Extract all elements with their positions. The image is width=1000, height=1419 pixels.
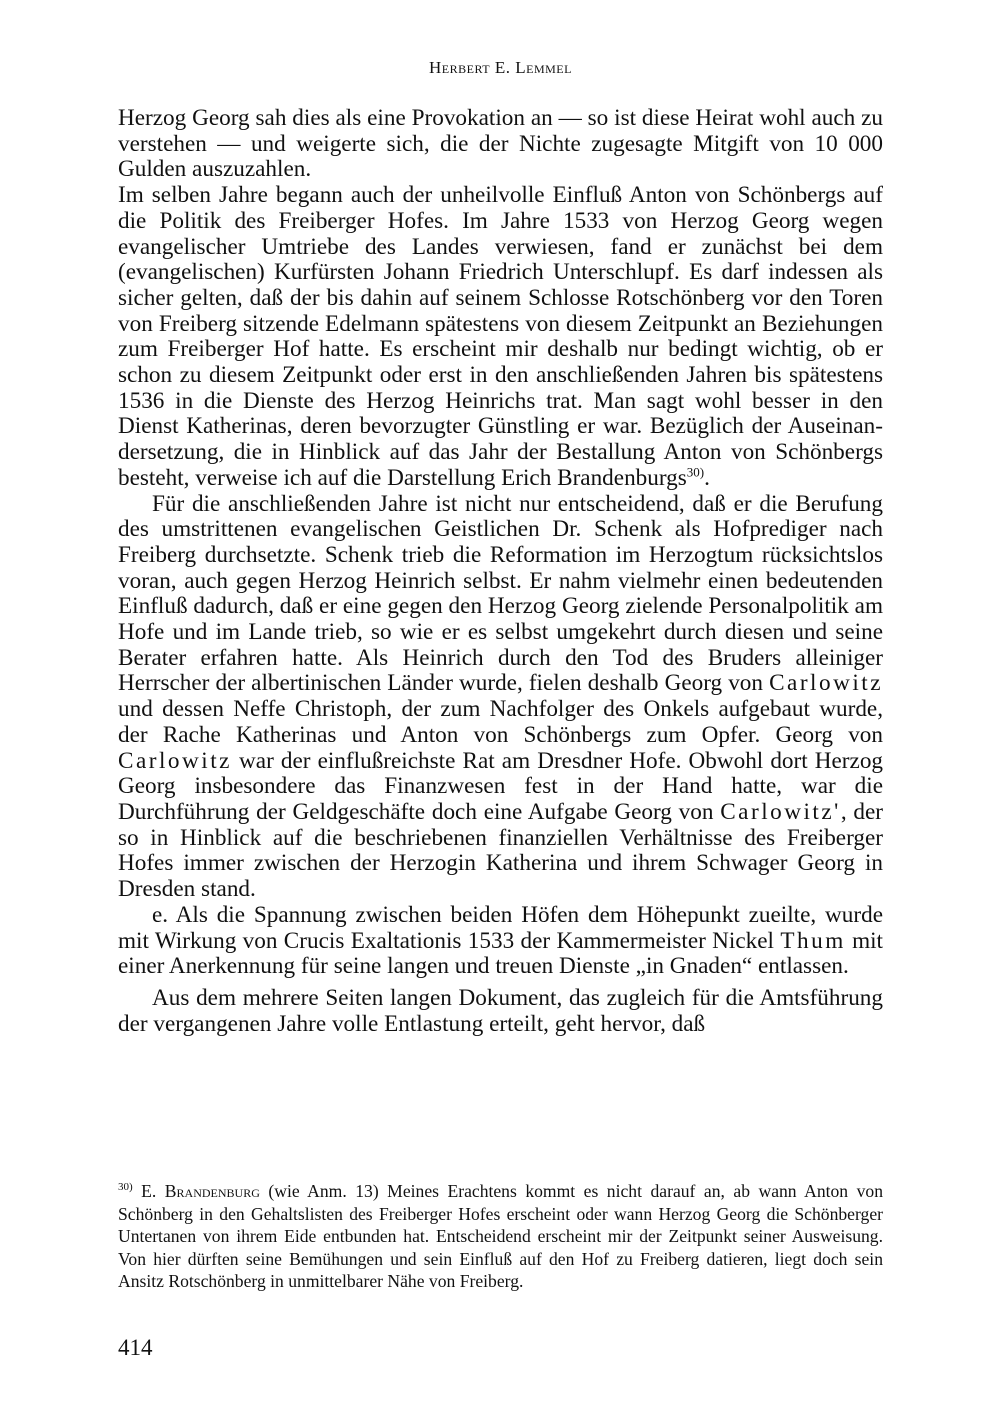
paragraph-5: Aus dem mehrere Seiten langen Dokument, das zugleich für die Amtsführung der vergangenen Jahre volle Entlastung erteilt, geht hervor, daß (118, 984, 883, 1037)
footnote-mark: 30) (118, 1181, 133, 1194)
paragraph-4 (118, 903, 883, 980)
body-text (118, 106, 883, 1037)
paragraph-3-part-d: , der so in Hinblick auf die beschriebenen finanziellen Verhältnisse des Freiberger Hofes immer zwischen der Herzogin Katherina und ihrem Schwager Georg in Dresden stand. (118, 798, 884, 903)
running-head: Herbert E. Lemmel (429, 58, 572, 77)
paragraph-3 (118, 492, 883, 903)
spaced-name-carlowitz-3: Carlowitz' (720, 798, 841, 825)
paragraph-4-part-a: e. Als die Spannung zwischen beiden Höfen dem Höhepunkt zueilte, wurde mit Wirkung von Crucis Exaltationis 1533 der Kammermeister Nickel (118, 901, 883, 954)
footnote-author: E. Brandenburg (141, 1181, 260, 1201)
spaced-name-carlowitz-1: Carlowitz (769, 670, 884, 697)
footnote-reference-30: 30) (686, 464, 705, 480)
spaced-name-thum: Thum (780, 927, 846, 954)
paragraph-2-end: . (704, 464, 710, 491)
footnote-paragraph (118, 1180, 883, 1293)
paragraph-4-part-b: mit einer Anerkennung für seine langen und treuen Dienste „in Gnaden“ entlassen. (118, 927, 883, 980)
paragraph-2 (118, 183, 883, 491)
paragraph-3-part-a: Für die anschließenden Jahre ist nicht nur entscheidend, daß er die Berufung des umstrittenen evangelischen Geistlichen Dr. Schenk als Hofprediger nach Freiberg durchsetzte. Schenk trieb die Reformation im Herzogtum rücksichtslos voran, auch gegen Herzog Heinrich selbst. Er nahm vielmehr einen bedeutenden Einfluß dadurch, daß er eine gegen den Herzog Georg zielende Personalpolitik am Hofe und im Lande trieb, so wie er es selbst umgekehrt durch diesen und seine Berater erfahren hatte. Als Heinrich durch den Tod des Bruders alleiniger Herrscher der albertinischen Länder wurde, fielen deshalb Georg von (118, 490, 883, 697)
paragraph-3-part-b: und dessen Neffe Christoph, der zum Nachfolger des Onkels aufgebaut wurde, der Rache Katherinas und Anton von Schönbergs zum Opfer. Georg von (118, 696, 883, 748)
page-number: 414 (118, 1335, 153, 1360)
paragraph-1: Herzog Georg sah dies als eine Provokation an — so ist diese Heirat wohl auch zu verstehen — und weigerte sich, die der Nichte zugesagte Mitgift von 10 000 Gulden auszuzahlen. (118, 105, 883, 183)
paragraph-3-part-c: war der einflußreichste Rat am Dresdner Hofe. Obwohl dort Herzog Georg insbesondere das Finanzwesen fest in der Hand hatte, war die Durchführung der Geldgeschäfte doch eine Aufgabe Georg von (118, 747, 884, 825)
footnote-text: (wie Anm. 13) Meines Erachtens kommt es nicht darauf an, ab wann Anton von Schönberg in den Gehaltslisten des Freiberger Hofes erscheint oder wann Herzog Georg die Schönberger Untertanen von ihrem Eide entbunden hat. Entscheidend erscheint mir der Zeitpunkt seiner Ausweisung. Von hier dürften seine Bemühungen und sein Einfluß auf den Hof zu Freiberg datieren, liegt doch sein Ansitz Rotschönberg in unmittelbarer Nähe von Freiberg. (118, 1181, 883, 1292)
paragraph-2-text: Im selben Jahre begann auch der unheilvolle Einfluß Anton von Schönbergs auf die Politik des Freiberger Hofes. Im Jahre 1533 von Herzog Georg wegen evangelischer Umtriebe des Landes verwiesen, fand er zunächst bei dem (evangelischen) Kurfürsten Johann Friedrich Unterschlupf. Es darf indessen als sicher gelten, daß der bis dahin auf seinem Schlosse Rotschönberg vor den Toren von Freiberg sitzende Edelmann spätestens von diesem Zeitpunkt an Beziehungen zum Freiberger Hof hatte. Es erscheint mir deshalb nur bedingt wichtig, ob er schon zu diesem Zeitpunkt oder erst in den anschließenden Jahren bis spätestens 1536 in die Dienste des Herzog Heinrichs trat. Man sagt wohl besser in den Dienst Katherinas, deren bevorzugter Günstling er war. Bezüglich der Auseinandersetzung, die in Hinblick auf das Jahr der Bestallung Anton von Schönbergs besteht, verweise ich auf die Darstellung Erich Brandenburgs (118, 182, 883, 491)
spaced-name-carlowitz-2: Carlowitz (118, 747, 232, 774)
footnote-30 (118, 1180, 883, 1293)
